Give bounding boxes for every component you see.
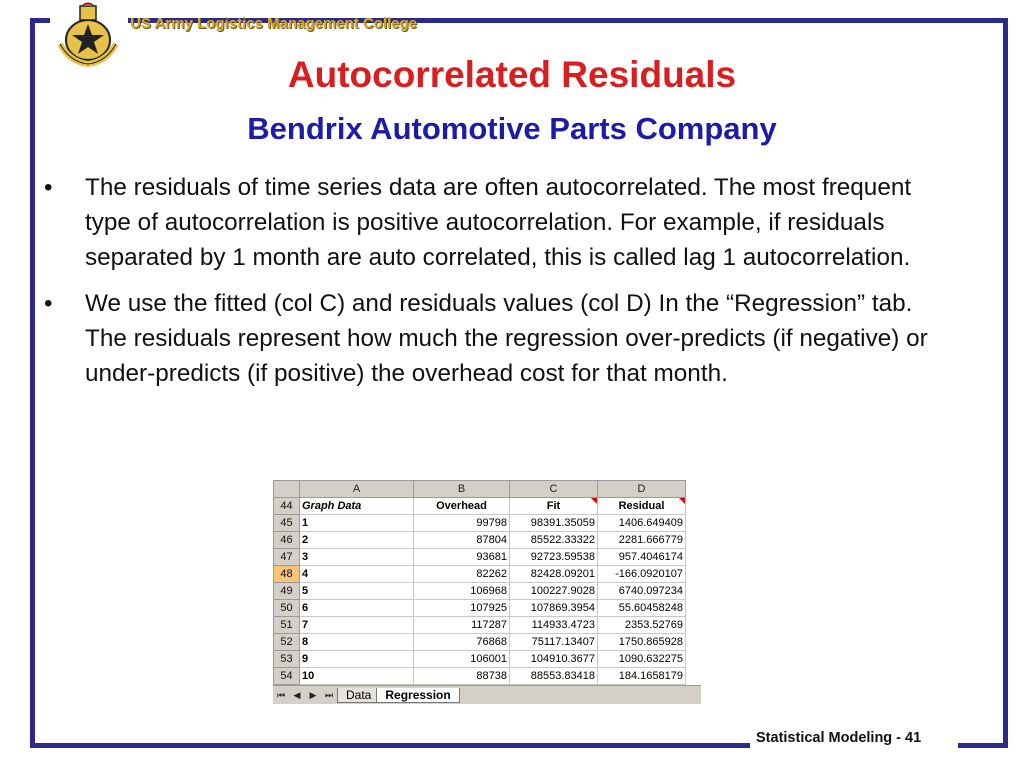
slide-subtitle: Bendrix Automotive Parts Company — [247, 111, 777, 146]
table-row — [274, 651, 686, 668]
cell[interactable]: 106001 — [414, 651, 510, 668]
table-row — [274, 515, 686, 532]
tab-data[interactable]: Data — [337, 688, 380, 703]
cell[interactable]: 7 — [300, 617, 414, 634]
spreadsheet-screenshot — [273, 480, 701, 716]
sheet-body — [274, 515, 686, 685]
cell[interactable]: 76868 — [414, 634, 510, 651]
slide-footer: Statistical Modeling - 41 — [756, 730, 922, 746]
cell[interactable]: 75117.13407 — [510, 634, 598, 651]
cell[interactable]: Overhead — [414, 498, 510, 515]
row-number[interactable]: 52 — [274, 634, 300, 651]
cell[interactable]: 88738 — [414, 668, 510, 685]
row-number[interactable]: 53 — [274, 651, 300, 668]
cell[interactable]: 117287 — [414, 617, 510, 634]
cell[interactable]: 5 — [300, 583, 414, 600]
cell[interactable]: 85522.33322 — [510, 532, 598, 549]
table-row — [274, 583, 686, 600]
column-header-row — [274, 481, 686, 498]
sheet-tab-bar — [273, 685, 701, 704]
cell[interactable]: 104910.3677 — [510, 651, 598, 668]
row-number[interactable]: 54 — [274, 668, 300, 685]
bullet-marker: • — [44, 290, 53, 317]
spreadsheet-grid — [273, 480, 686, 685]
cell[interactable]: Residual — [598, 498, 686, 515]
cell[interactable]: Graph Data — [300, 498, 414, 515]
slide-title: Autocorrelated Residuals — [287, 54, 737, 95]
cell[interactable]: 1090.632275 — [598, 651, 686, 668]
select-all-corner[interactable] — [274, 481, 300, 498]
cell[interactable]: 957.4046174 — [598, 549, 686, 566]
cell[interactable]: 2281.666779 — [598, 532, 686, 549]
frame-bottom — [30, 743, 750, 748]
bullet-marker: • — [44, 174, 53, 201]
cell[interactable]: 87804 — [414, 532, 510, 549]
table-row — [274, 498, 686, 515]
bullet-item — [40, 286, 940, 391]
cell[interactable]: 4 — [300, 566, 414, 583]
row-number[interactable]: 45 — [274, 515, 300, 532]
bullet-item — [40, 170, 940, 275]
cell[interactable]: 82428.09201 — [510, 566, 598, 583]
cell[interactable]: 93681 — [414, 549, 510, 566]
row-number[interactable]: 46 — [274, 532, 300, 549]
cell[interactable]: 92723.59538 — [510, 549, 598, 566]
row-number[interactable]: 48 — [274, 566, 300, 583]
cell[interactable]: 107925 — [414, 600, 510, 617]
cell[interactable]: 98391.35059 — [510, 515, 598, 532]
bullet-text: The residuals of time series data are often autocorrelated. The most frequent type of autocorrelation is positive autocorrelation. For example, if residuals separated by 1 month are auto correlated, this is called lag 1 autocorrelation. — [85, 174, 912, 271]
cell[interactable]: 1406.649409 — [598, 515, 686, 532]
table-row — [274, 634, 686, 651]
bullet-list — [40, 170, 940, 402]
cell[interactable]: 1750.865928 — [598, 634, 686, 651]
column-header-d[interactable]: D — [598, 481, 686, 498]
column-header-b[interactable]: B — [414, 481, 510, 498]
cell[interactable]: 107869.3954 — [510, 600, 598, 617]
cell[interactable]: 1 — [300, 515, 414, 532]
row-number[interactable]: 47 — [274, 549, 300, 566]
cell[interactable]: 55.60458248 — [598, 600, 686, 617]
cell[interactable]: 114933.4723 — [510, 617, 598, 634]
row-number[interactable]: 44 — [274, 498, 300, 515]
cell[interactable]: Fit — [510, 498, 598, 515]
cell[interactable]: 184.1658179 — [598, 668, 686, 685]
table-row — [274, 549, 686, 566]
cell[interactable]: 6 — [300, 600, 414, 617]
bullet-text: We use the fitted (col C) and residuals values (col D) In the “Regression” tab. The residuals represent how much the regression over-predicts (if negative) or under-predicts (if positive) the overhead cost for that month. — [85, 290, 928, 387]
cell[interactable]: 82262 — [414, 566, 510, 583]
cell[interactable]: 100227.9028 — [510, 583, 598, 600]
column-header-a[interactable]: A — [300, 481, 414, 498]
first-sheet-icon[interactable]: ⏮ — [276, 689, 286, 700]
table-row — [274, 532, 686, 549]
next-sheet-icon[interactable]: ▶ — [309, 689, 317, 700]
cell[interactable]: 8 — [300, 634, 414, 651]
cell[interactable]: 10 — [300, 668, 414, 685]
cell[interactable]: 9 — [300, 651, 414, 668]
column-header-c[interactable]: C — [510, 481, 598, 498]
table-row — [274, 566, 686, 583]
table-row — [274, 668, 686, 685]
cell[interactable]: 2 — [300, 532, 414, 549]
table-row — [274, 617, 686, 634]
last-sheet-icon[interactable]: ⏭ — [324, 689, 334, 700]
frame-bottom-right — [958, 743, 1008, 748]
cell[interactable]: 6740.097234 — [598, 583, 686, 600]
row-number[interactable]: 51 — [274, 617, 300, 634]
row-number[interactable]: 49 — [274, 583, 300, 600]
prev-sheet-icon[interactable]: ◀ — [293, 689, 301, 700]
cell[interactable]: 106968 — [414, 583, 510, 600]
cell[interactable]: 88553.83418 — [510, 668, 598, 685]
cell[interactable]: 2353.52769 — [598, 617, 686, 634]
cell[interactable]: 3 — [300, 549, 414, 566]
cell[interactable]: -166.0920107 — [598, 566, 686, 583]
tab-regression[interactable]: Regression — [376, 688, 459, 703]
organization-name: US Army Logistics Management College — [130, 15, 418, 32]
cell[interactable]: 99798 — [414, 515, 510, 532]
table-row — [274, 600, 686, 617]
row-number[interactable]: 50 — [274, 600, 300, 617]
